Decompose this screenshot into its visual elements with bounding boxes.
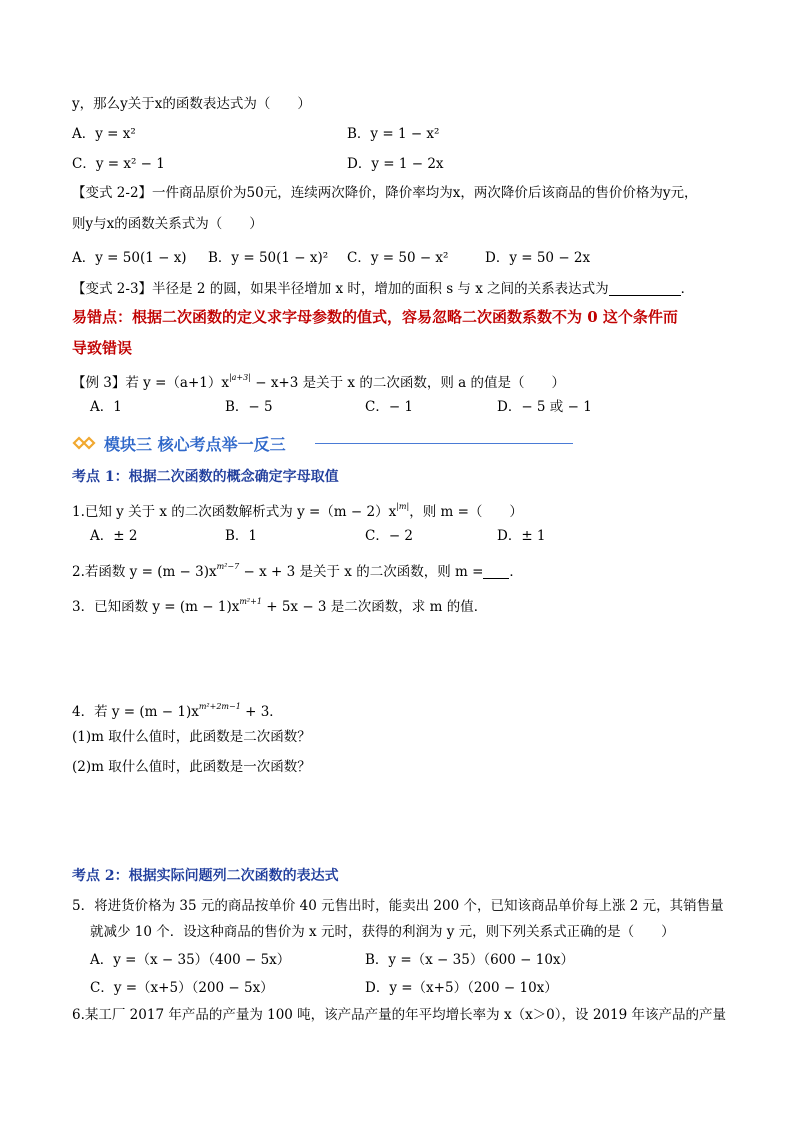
question-2-text: 2.若函数 y = (m − 3)x [72, 564, 217, 580]
question-3-text-cont: + 5x − 3 是二次函数，求 m 的值． [261, 599, 488, 615]
question-1-stem [72, 497, 523, 522]
key-point-2-heading: 考点 2：根据实际问题列二次函数的表达式 [72, 868, 339, 884]
question-6-stem: 6.某工厂 2017 年产品的产量为 100 吨，该产品产量的年平均增长率为 x（x＞0），设 2019 年该产品的产量 [72, 1007, 726, 1023]
option-a: A．± 2 [90, 528, 138, 544]
answer-blank [609, 281, 681, 296]
question-4-text-cont: + 3． [240, 704, 283, 720]
option-b: B．− 5 [225, 399, 273, 415]
option-d: D．± 1 [497, 528, 546, 544]
question-2-text-cont: − x + 3 是关于 x 的二次函数，则 m = [239, 564, 484, 580]
question-3-stem [72, 592, 487, 617]
option-b: B．y =（x − 35）（600 − 10x） [365, 952, 575, 968]
example-3-text-cont: − x+3 是关于 x 的二次函数，则 a 的值是（ ） [250, 375, 565, 391]
option-a: A．1 [90, 399, 122, 415]
question-5-stem-cont: 就减少 10 个．设这种商品的售价为 x 元时，获得的利润为 y 元，则下列关系式正确的是（ ） [90, 924, 675, 940]
option-d: D．y = 1 − 2x [347, 156, 444, 172]
option-c: C．− 1 [365, 399, 414, 415]
question-4-part-2: (2)m 取什么值时，此函数是一次函数？ [72, 759, 311, 775]
option-a: A．y = x² [72, 126, 136, 142]
key-point-1-heading: 考点 1：根据二次函数的概念确定字母取值 [72, 469, 339, 485]
answer-blank [483, 564, 509, 579]
module-title: 模块三 核心考点举一反三 [104, 434, 286, 454]
option-d: D．y =（x+5）（200 − 10x） [365, 980, 558, 996]
exponent: |a+3| [228, 373, 251, 382]
module-divider [315, 443, 573, 444]
question-4-stem [72, 697, 283, 722]
question-5-stem: 5．将进货价格为 35 元的商品按单价 40 元售出时，能卖出 200 个，已知该商品单价每上涨 2 元，其销售量 [72, 898, 724, 914]
option-a: A．y = 50(1 − x) [72, 250, 187, 266]
option-c: C．y =（x+5）（200 − 5x） [90, 980, 274, 996]
question-1-text: 1.已知 y 关于 x 的二次函数解析式为 y =（m − 2）x [72, 504, 397, 520]
option-a: A．y =（x − 35）（400 − 5x） [90, 952, 291, 968]
variant-2-2-stem-cont: 则y与x的函数关系式为（ ） [72, 216, 263, 232]
example-3-stem [72, 368, 565, 393]
question-4-text: 4．若 y = (m − 1)x [72, 704, 199, 720]
option-b: B．y = 1 − x² [347, 126, 440, 142]
question-stem-end: y，那么y关于x的函数表达式为（ ） [72, 96, 311, 112]
question-4-part-1: (1)m 取什么值时，此函数是二次函数？ [72, 729, 311, 745]
option-b: B．1 [225, 528, 258, 544]
exponent: m²−7 [216, 562, 240, 571]
variant-2-2-stem: 【变式 2-2】一件商品原价为50元，连续两次降价，降价率均为x，两次降价后该商品的售价价格为y元， [72, 185, 698, 201]
option-c: C．y = x² − 1 [72, 156, 165, 172]
variant-2-3-text: 【变式 2-3】半径是 2 的圆，如果半径增加 x 时，增加的面积 s 与 x 之间的关系表达式为 [72, 281, 609, 297]
option-d: D．− 5 或 − 1 [497, 399, 592, 415]
exponent: m²+2m−1 [198, 702, 241, 711]
period: ． [509, 564, 523, 580]
option-c: C．y = 50 − x² [347, 250, 449, 266]
question-2-stem [72, 557, 523, 582]
error-point-heading: 易错点：根据二次函数的定义求字母参数的值式，容易忽略二次函数系数不为 0 这个条件而 [72, 308, 678, 326]
question-3-text: 3．已知函数 y = (m − 1)x [72, 599, 240, 615]
option-c: C．− 2 [365, 528, 414, 544]
error-point-heading-cont: 导致错误 [72, 339, 133, 357]
question-1-text-cont: ，则 m =（ ） [409, 504, 523, 520]
exponent: |m| [396, 502, 410, 511]
exponent: m²+1 [239, 597, 262, 606]
variant-2-3-stem [72, 279, 694, 299]
option-d: D．y = 50 − 2x [485, 250, 591, 266]
example-3-text: 【例 3】若 y =（a+1）x [72, 375, 229, 391]
double-diamond-icon [72, 436, 98, 450]
module-header [72, 432, 286, 454]
period: ． [680, 281, 695, 297]
option-b: B．y = 50(1 − x)² [208, 250, 329, 266]
